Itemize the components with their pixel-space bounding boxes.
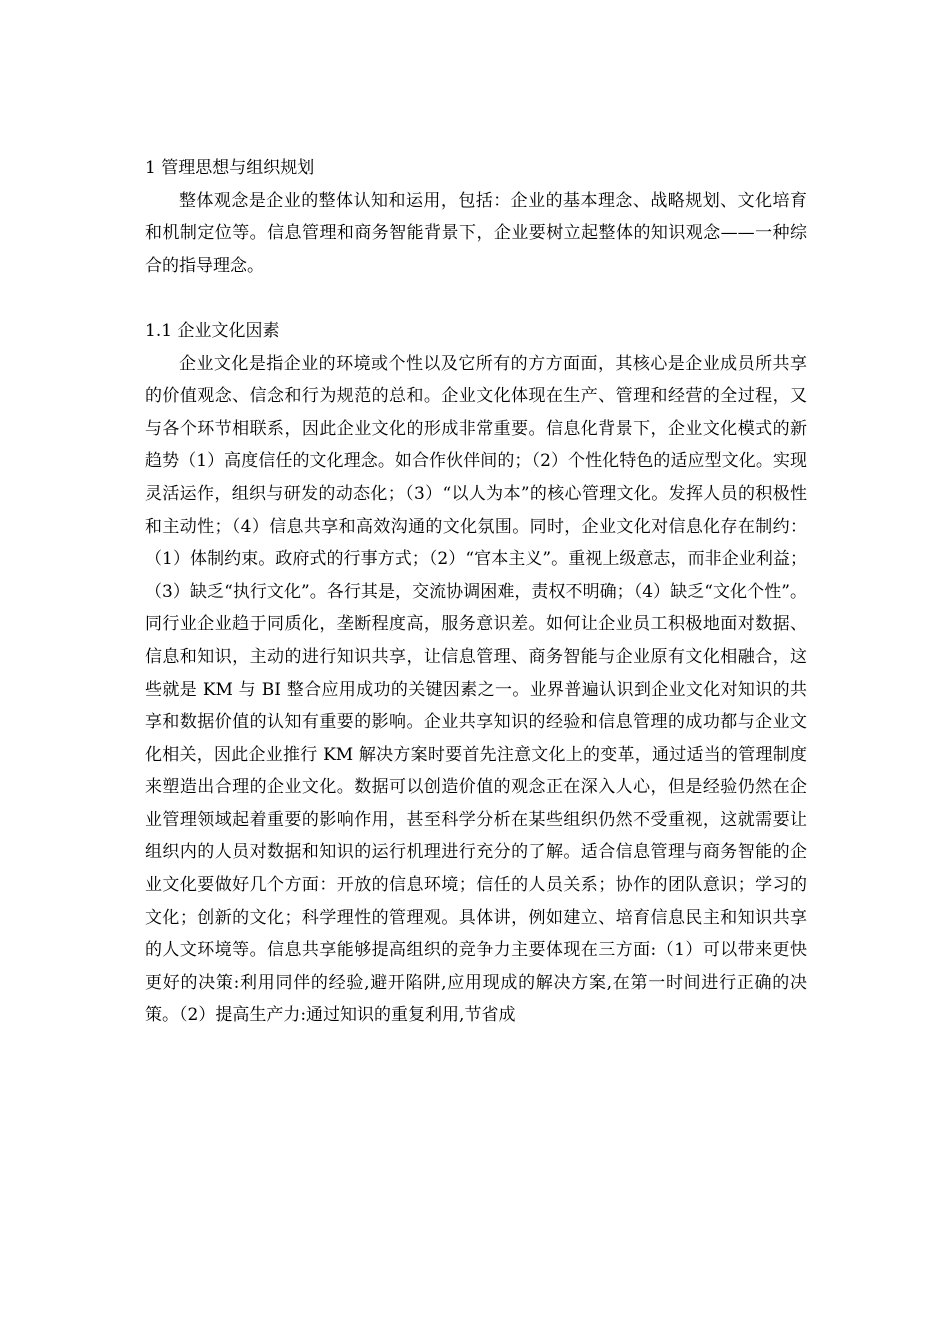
section-1-1-paragraph: 企业文化是指企业的环境或个性以及它所有的方方面面，其核心是企业成员所共享的价值观念、信念和行为规范的总和。企业文化体现在生产、管理和经营的全过程，又与各个环节相联系，因此企业文化的形成非常重要。信息化背景下，企业文化模式的新趋势（1）高度信任的文化理念。如合作伙伴间的；（2）个性化特色的适应型文化。实现灵活运作，组织与研发的动态化；（3）“以人为本”的核心管理文化。发挥人员的积极性和主动性；（4）信息共享和高效沟通的文化氛围。同时，企业文化对信息化存在制约：（1）体制约束。政府式的行事方式；（2）“官本主义”。重视上级意志，而非企业利益；（3）缺乏“执行文化”。各行其是，交流协调困难，责权不明确；（4）缺乏“文化个性”。同行业企业趋于同质化，垄断程度高，服务意识差。如何让企业员工积极地面对数据、信息和知识，主动的进行知识共享，让信息管理、商务智能与企业原有文化相融合，这些就是 KM 与 BI 整合应用成功的关键因素之一。业界普遍认识到企业文化对知识的共享和数据价值的认知有重要的影响。企业共享知识的经验和信息管理的成功都与企业文化相关，因此企业推行 KM 解决方案时要首先注意文化上的变革，通过适当的管理制度来塑造出合理的企业文化。数据可以创造价值的观念正在深入人心，但是经验仍然在企业管理领域起着重要的影响作用，甚至科学分析在某些组织仍然不受重视，这就需要让组织内的人员对数据和知识的运行机理进行充分的了解。适合信息管理与商务智能的企业文化要做好几个方面：开放的信息环境；信任的人员关系；协作的团队意识；学习的文化；创新的文化；科学理性的管理观。具体讲，例如建立、培育信息民主和知识共享的人文环境等。信息共享能够提高组织的竞争力主要体现在三方面:（1）可以带来更快更好的决策:利用同伴的经验,避开陷阱,应用现成的解决方案,在第一时间进行正确的决策。（2）提高生产力:通过知识的重复利用,节省成 [145, 353, 807, 1026]
section-1-paragraph: 整体观念是企业的整体认知和运用，包括：企业的基本理念、战略规划、文化培育和机制定位等。信息管理和商务智能背景下，企业要树立起整体的知识观念——一种综合的指导理念。 [145, 190, 807, 276]
section-heading-1-1: 1.1 企业文化因素 [145, 320, 280, 341]
document-body [145, 152, 807, 1032]
paragraph-spacer [145, 282, 807, 315]
section-heading-1: 1 管理思想与组织规划 [145, 158, 315, 178]
